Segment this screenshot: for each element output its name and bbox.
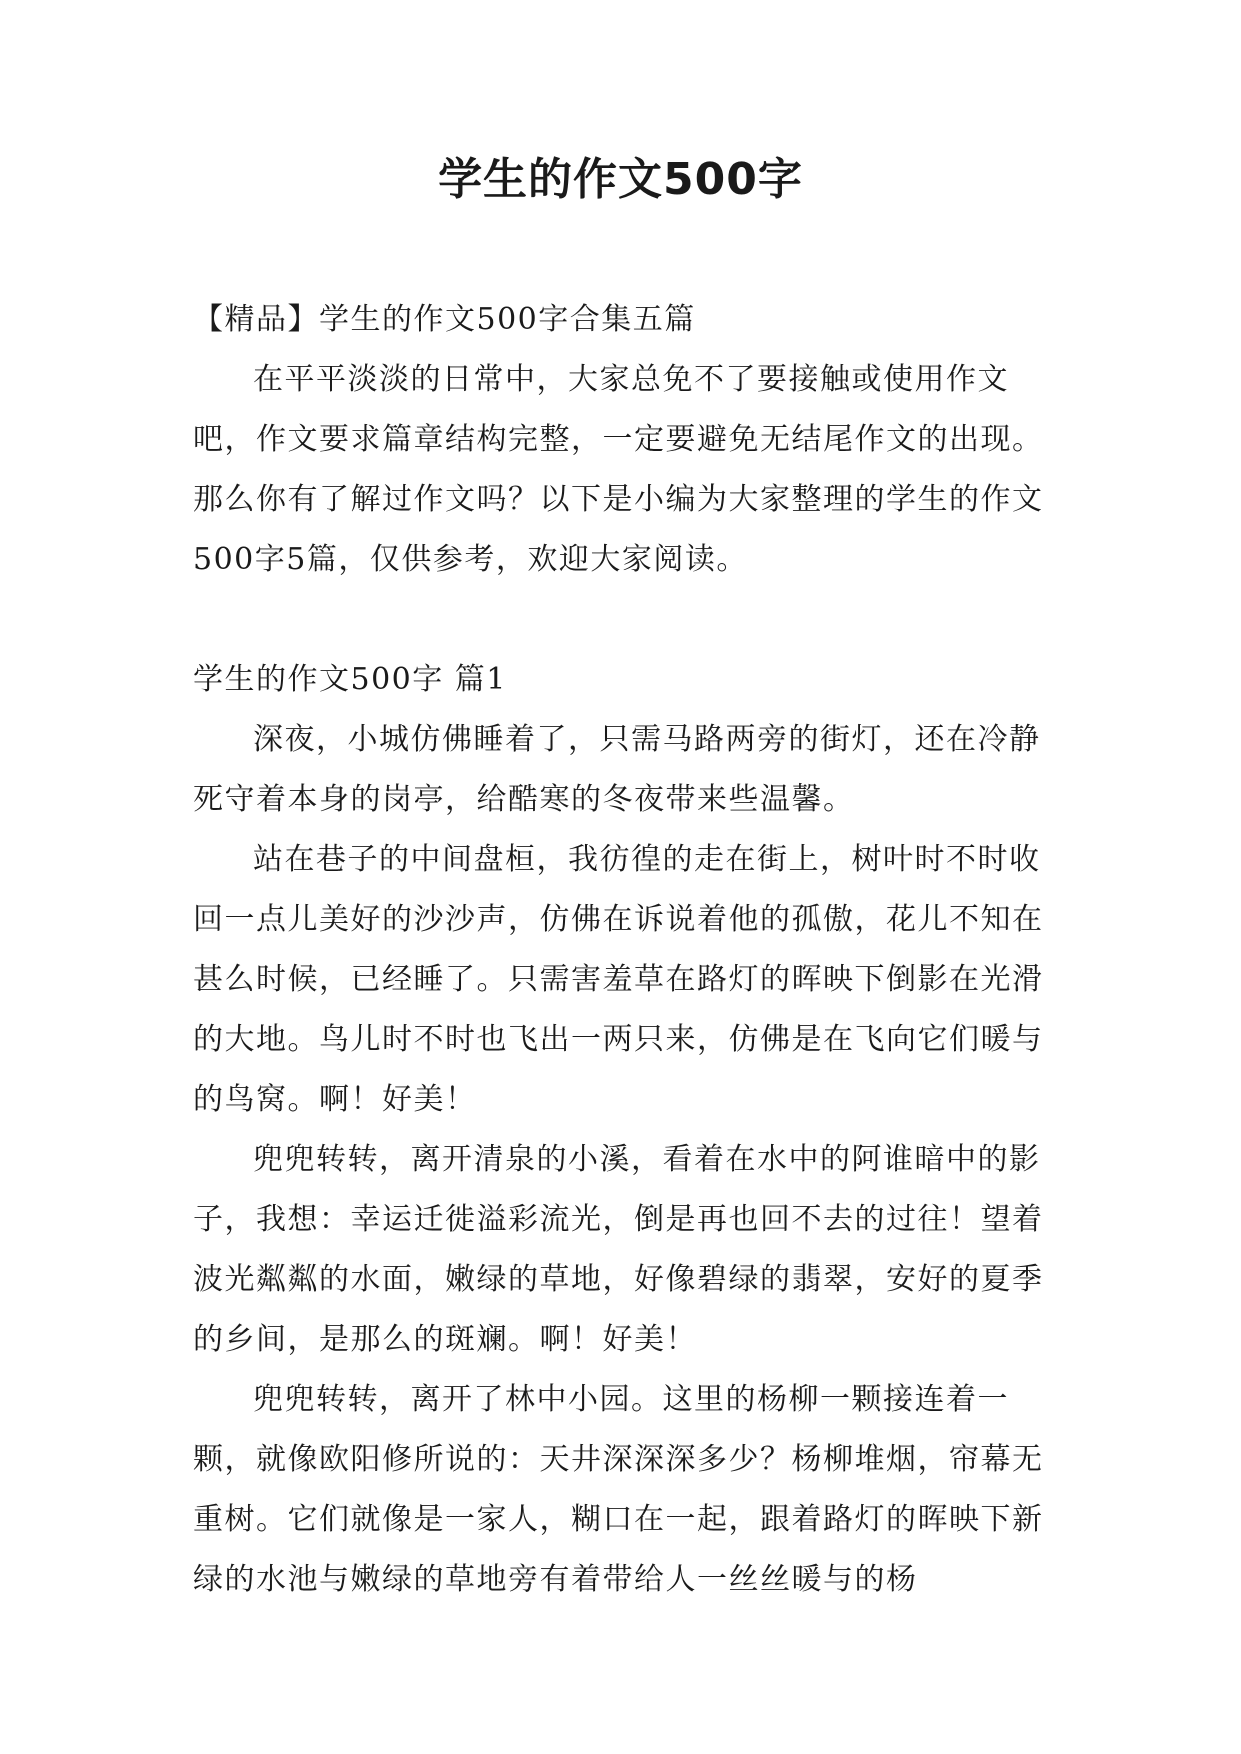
section-heading: 学生的作文500字 篇1 [193,662,507,697]
intro-paragraph: 在平平淡淡的日常中，大家总免不了要接触或使用作文吧，作文要求篇章结构完整，一定要避免无结尾作文的出现。那么你有了解过作文吗？以下是小编为大家整理的学生的作文500字5篇，仅供参考，欢迎大家阅读。 [193,362,1044,577]
essay-paragraph: 兜兜转转，离开了林中小园。这里的杨柳一颗接连着一颗，就像欧阳修所说的：天井深深深多少？杨柳堆烟，帘幕无重树。它们就像是一家人，糊口在一起，跟着路灯的晖映下新绿的水池与嫩绿的草地旁有着带给人一丝丝暖与的杨 [193,1382,1044,1597]
document-title: 学生的作文500字 [438,154,803,205]
essay-paragraph: 兜兜转转，离开清泉的小溪，看着在水中的阿谁暗中的影子，我想：幸运迁徙溢彩流光，倒是再也回不去的过往！望着波光粼粼的水面，嫩绿的草地，好像碧绿的翡翠，安好的夏季的乡间，是那么的斑斓。啊！好美！ [193,1142,1044,1357]
essay-paragraph: 站在巷子的中间盘桓，我彷徨的走在街上，树叶时不时收回一点儿美好的沙沙声，仿佛在诉说着他的孤傲，花儿不知在甚么时候，已经睡了。只需害羞草在路灯的晖映下倒影在光滑的大地。鸟儿时不时也飞出一两只来，仿佛是在飞向它们暖与的鸟窝。啊！好美！ [193,842,1044,1117]
essay-paragraph: 深夜，小城仿佛睡着了，只需马路两旁的街灯，还在冷静死守着本身的岗亭，给酷寒的冬夜带来些温馨。 [193,722,1041,817]
document-subtitle: 【精品】学生的作文500字合集五篇 [193,302,696,337]
document-body [193,290,1055,1610]
section-spacer [193,590,1055,650]
